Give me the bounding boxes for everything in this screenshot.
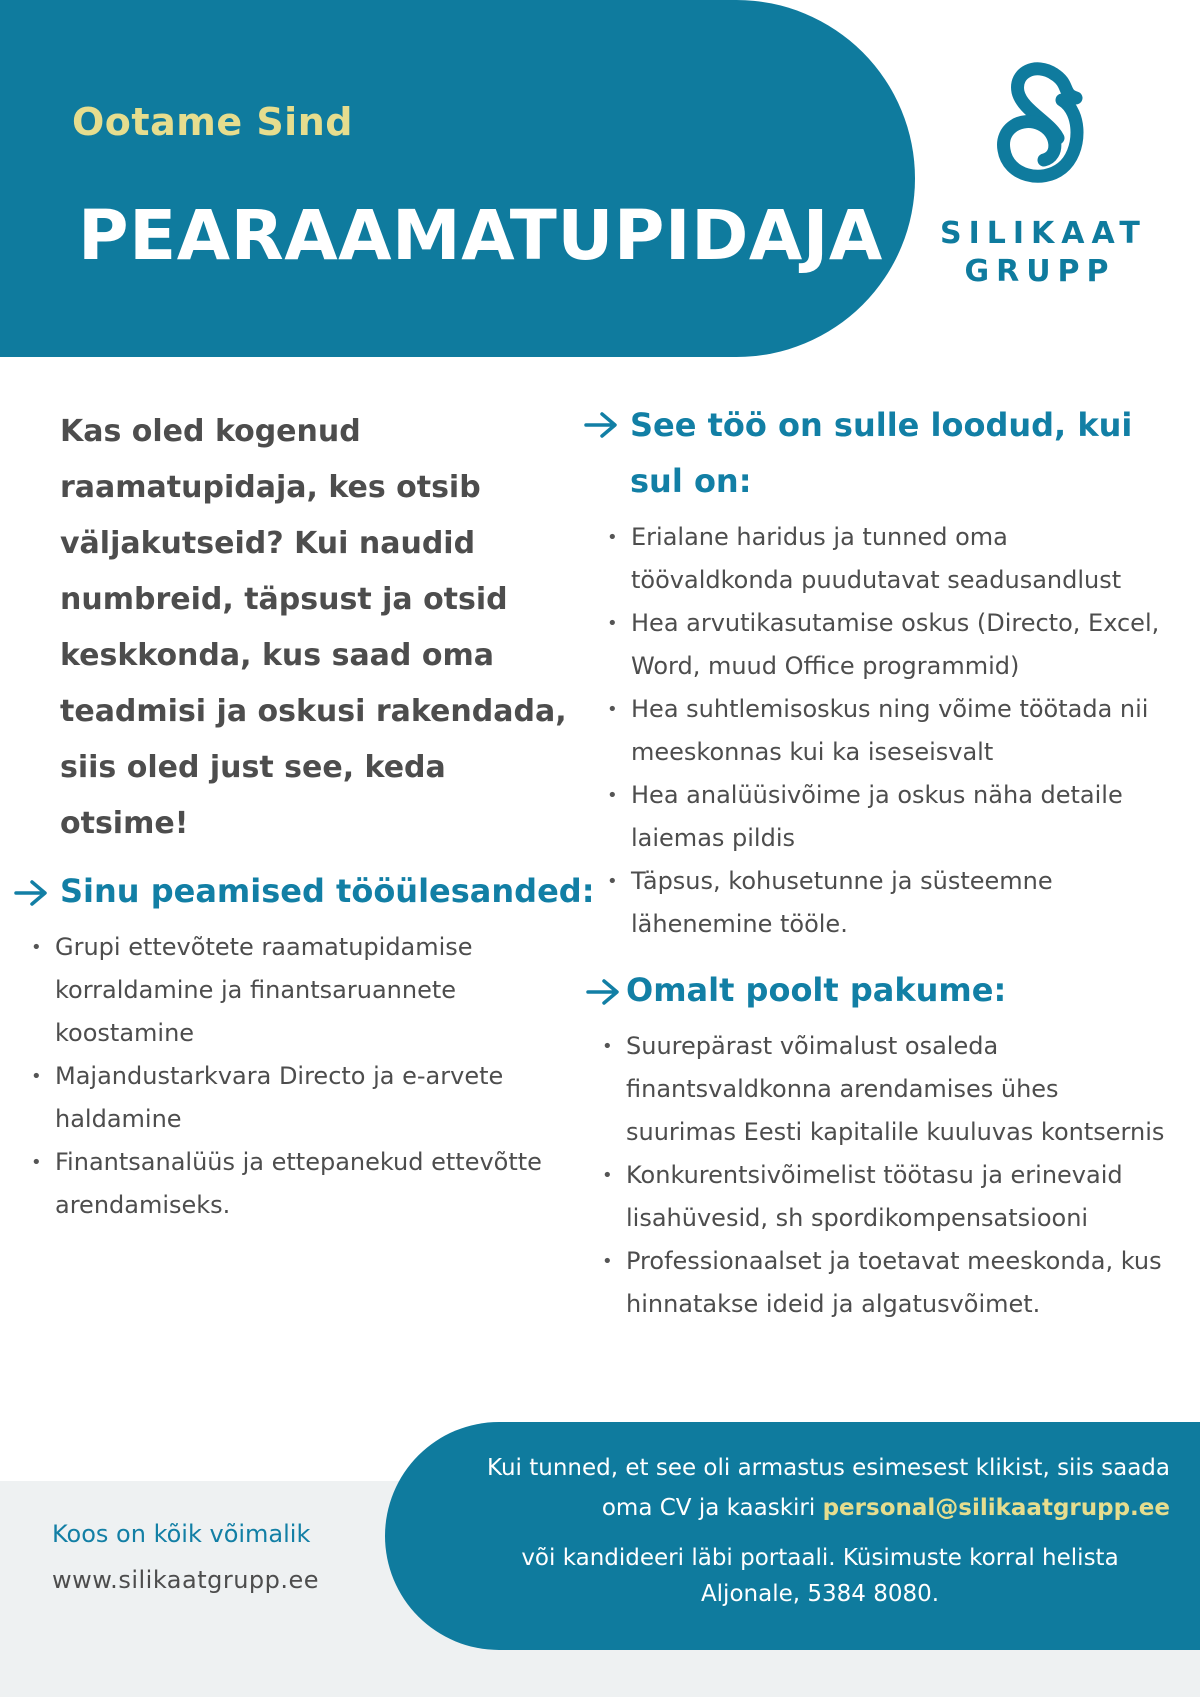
header-banner — [0, 0, 915, 357]
apply-text-part1: Kui tunned, et see oli armastus esimesest klikist, siis saada oma CV ja kaaskiri — [487, 1455, 1170, 1521]
list-item: • Professionaalset ja toetavat meeskonda, kus hinnatakse ideid ja algatusvõimet. — [598, 1240, 1170, 1326]
header-subtitle: Ootame Sind — [72, 100, 353, 144]
apply-text — [480, 1448, 1170, 1528]
list-item: • Erialane haridus ja tunned oma töövaldkonda puudutavat seadusandlust — [603, 516, 1170, 602]
company-logo — [940, 60, 1147, 290]
requirements-list — [603, 516, 1170, 946]
page-title: PEARAAMATUPIDAJA — [78, 196, 883, 276]
list-item: • Majandustarkvara Directo ja e-arvete haldamine — [27, 1055, 582, 1141]
list-item: • Grupi ettevõtete raamatupidamise korraldamine ja finantsaruannete koostamine — [27, 926, 582, 1055]
logo-text-line2: GRUPP — [964, 254, 1116, 289]
tasks-heading — [14, 863, 594, 919]
arrow-right-icon — [584, 411, 620, 439]
offer-heading — [586, 962, 1006, 1018]
list-item: • Hea analüüsivõime ja oskus näha detaile laiemas pildis — [603, 774, 1170, 860]
list-item: • Täpsus, kohusetunne ja süsteemne lähenemine tööle. — [603, 860, 1170, 946]
list-item: • Konkurentsivõimelist töötasu ja erinevaid lisahüvesid, sh spordikompensatsiooni — [598, 1154, 1170, 1240]
list-item: • Finantsanalüüs ja ettepanekud ettevõtte arendamiseks. — [27, 1141, 582, 1227]
footer-website-link[interactable]: www.silikaatgrupp.ee — [52, 1566, 320, 1594]
logo-text-line1: SILIKAAT — [940, 216, 1147, 251]
list-item: • Suurepärast võimalust osaleda finantsvaldkonna arendamises ühes suurimas Eesti kapitalile kuuluvas kontsernis — [598, 1025, 1170, 1154]
tasks-heading-text: Sinu peamised tööülesanded: — [60, 872, 595, 910]
offer-heading-text: Omalt poolt pakume: — [626, 971, 1007, 1009]
requirements-heading — [584, 397, 1184, 509]
arrow-right-icon — [14, 879, 50, 907]
ampersand-logo-icon — [992, 60, 1088, 192]
footer-slogan: Koos on kõik võimalik — [52, 1520, 311, 1548]
arrow-right-icon — [586, 978, 622, 1006]
list-item: • Hea suhtlemisoskus ning võime töötada nii meeskonnas kui ka iseseisvalt — [603, 688, 1170, 774]
intro-paragraph: Kas oled kogenud raamatupidaja, kes otsib väljakutseid? Kui naudid numbreid, täpsust ja otsid keskkonda, kus saad oma teadmisi ja oskusi rakendada, siis oled just see, keda otsime! — [60, 414, 567, 841]
email-link[interactable]: personal@silikaatgrupp.ee — [822, 1495, 1170, 1521]
offer-list — [598, 1025, 1170, 1326]
apply-text-part2: või kandideeri läbi portaali. Küsimuste korral helista Aljonale, 5384 8080. — [521, 1545, 1119, 1607]
tasks-list — [27, 926, 582, 1227]
requirements-heading-text: See töö on sulle loodud, kui sul on: — [630, 406, 1133, 500]
list-item: • Hea arvutikasutamise oskus (Directo, Excel, Word, muud Office programmid) — [603, 602, 1170, 688]
